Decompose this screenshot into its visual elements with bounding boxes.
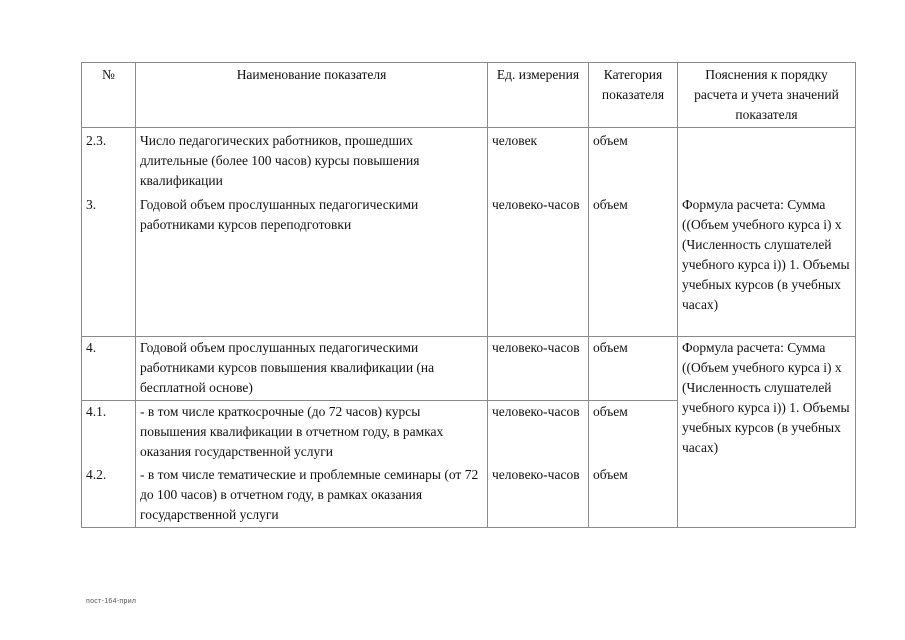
row-num: 2.3.: [82, 128, 136, 194]
footer-file-label: пост-164-прил: [86, 598, 137, 605]
table-row: [82, 337, 856, 401]
header-unit: Ед. измерения: [488, 63, 589, 128]
row-num: 4.2.: [82, 464, 136, 528]
header-note: Пояснения к порядку расчета и учета значений показателя: [678, 63, 856, 128]
row-category: объем: [589, 194, 678, 337]
row-unit: человеко-часов: [488, 194, 589, 337]
header-name: Наименование показателя: [136, 63, 488, 128]
table-row: [82, 128, 856, 194]
row-unit: человек: [488, 128, 589, 194]
row-note: Формула расчета: Сумма ((Объем учебного курса i) x (Численность слушателей учебного курса i)) 1. Объемы учебных курсов (в учебных часах): [678, 194, 856, 337]
row-category: объем: [589, 401, 678, 465]
row-category: объем: [589, 128, 678, 194]
row-num: 4.: [82, 337, 136, 401]
row-name: Число педагогических работников, прошедших длительные (более 100 часов) курсы повышения квалификации: [136, 128, 488, 194]
row-name: - в том числе тематические и проблемные семинары (от 72 до 100 часов) в отчетном году, в рамках оказания государственной услуги: [136, 464, 488, 528]
table-row: [82, 194, 856, 337]
header-num: №: [82, 63, 136, 128]
row-category: объем: [589, 337, 678, 401]
row-name: - в том числе краткосрочные (до 72 часов) курсы повышения квалификации в отчетном году, в рамках оказания государственной услуги: [136, 401, 488, 465]
indicators-table: [81, 62, 856, 528]
row-category: объем: [589, 464, 678, 528]
row-unit: человеко-часов: [488, 464, 589, 528]
row-num: 3.: [82, 194, 136, 337]
table-header-row: [82, 63, 856, 128]
row-name: Годовой объем прослушанных педагогическими работниками курсов переподготовки: [136, 194, 488, 337]
row-unit: человеко-часов: [488, 337, 589, 401]
header-category: Категория показателя: [589, 63, 678, 128]
row-note: [678, 128, 856, 194]
row-name: Годовой объем прослушанных педагогическими работниками курсов повышения квалификации (на бесплатной основе): [136, 337, 488, 401]
row-note: Формула расчета: Сумма ((Объем учебного курса i) x (Численность слушателей учебного курса i)) 1. Объемы учебных курсов (в учебных часах): [678, 337, 856, 528]
row-num: 4.1.: [82, 401, 136, 465]
row-unit: человеко-часов: [488, 401, 589, 465]
